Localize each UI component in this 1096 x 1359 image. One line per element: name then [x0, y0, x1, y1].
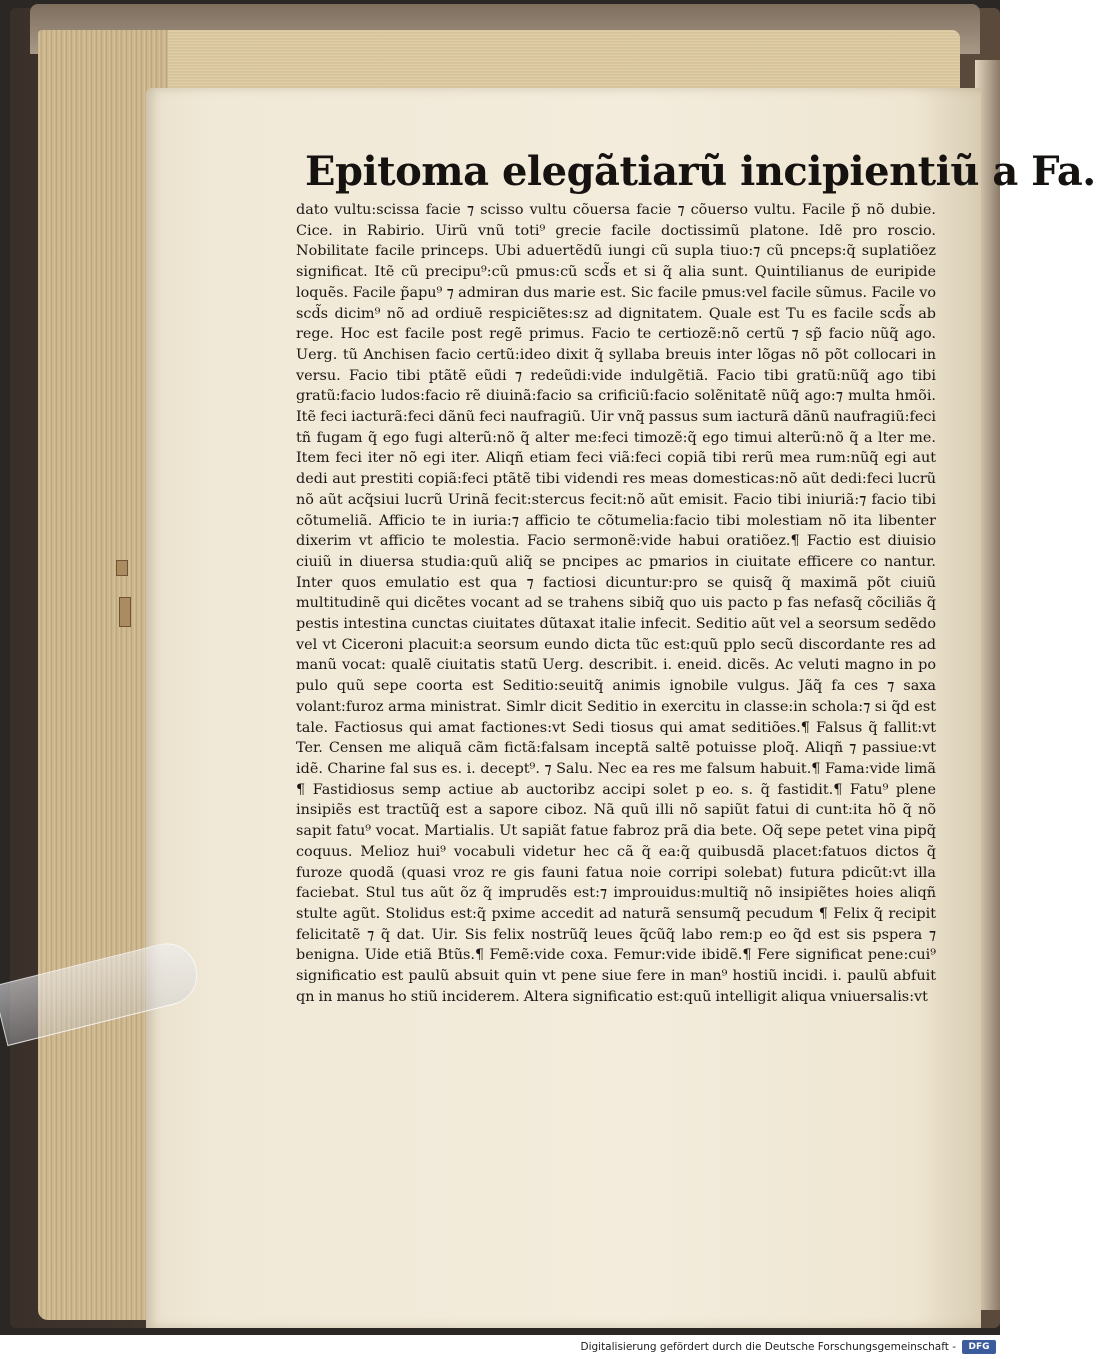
page-body-text: dato vultu:scissa facie ⁊ scisso vultu cõuersa facie ⁊ cõuerso vultu. Facile p̃ nõ dubie. Cice. in Rabirio. Uirũ vnũ toti⁹ grecie facile doctissimũ platone. Idẽ pro roscio. Nobilitate facile princeps. Ubi aduertẽdũ iungi cũ supla tiuo:⁊ cũ pnceps:q̃ suplatiõez significat. Itẽ cũ precipu⁹:cũ pmus:cũ scd̃s et si q̃ alia sunt. Quintilianus de euripide loquẽs. Facile p̃apu⁹ ⁊ admiran dus marie est. Sic facile pmus:vel facile sũmus. Facile vo scd̃s dicim⁹ nõ ad ordiuẽ respiciẽtes:sz ad dignitatem. Quale est Tu es facile scd̃s ab rege. Hoc est facile post regẽ primus. Facio te certiozẽ:nõ certũ ⁊ sp̃ facio nũq̃ ago. Uerg. tũ Anchisen facio certũ:ideo dixit q̃ syllaba breuis inter lõgas nõ põt collocari in versu. Facio tibi ptãtẽ eũdi ⁊ redeũdi:vide indulgẽtiã. Facio tibi gratũ:nũq̃ ago tibi gratũ:facio ludos:facio rẽ diuinã:facio sa crificiũ:facio solẽnitatẽ nũq̃ ago:⁊ multa hmõi. Itẽ feci iacturã:feci dãnũ feci naufragiũ. Uir vnq̃ passus sum iacturã dãnũ naufragiũ:feci tñ fugam q̃ ego fugi alterũ:nõ q̃ alter me:feci timozẽ:q̃ ego timui alterũ:nõ q̃ a lter me. Item feci iter nõ egi iter. Aliqñ etiam feci viã:feci copiã tibi rerũ mea rum:nũq̃ egi aut dedi aut prestiti copiã:feci ptãtẽ tibi videndi res meas domesticas:nõ aũt dedi:feci lucrũ nõ aũt acq̃siui lucrũ Urinã fecit:stercus fecit:nõ aũt emisit. Facio tibi iniuriã:⁊ facio tibi cõtumeliã. Afficio te in iuria:⁊ afficio te cõtumelia:facio tibi molestiam nõ ita libenter dixerim vt afficio te molestia. Facio sermonẽ:vide habui oratiõez.¶ Factio est diuisio ciuiũ in diuersa studia:quũ aliq̃ se pncipes ac pmarios in ciuitate efficere co nantur. Inter quos emulatio est qua ⁊ factiosi dicuntur:pro se quisq̃ q̃ maximã põt ciuiũ multitudinẽ qui dicẽtes vocant ad se trahens sibiq̃ quo uis pacto p fas nefasq̃ cõciliãs q̃ pestis intestina cunctas ciuitates dũtaxat italie infecit. Seditio aũt vel a seorsum sedẽdo vel vt Ciceroni placuit:a seorsum eundo dicta tũc est:quũ pplo secũ discordante res ad manũ vocat: qualẽ ciuitatis statũ Uerg. describit. i. eneid. dicẽs. Ac veluti magno in po pulo quũ sepe coorta est Seditio:seuitq̃ animis ignobile vulgus. Jãq̃ fa ces ⁊ saxa volant:furoz arma ministrat. Simlr dicit Seditio in exercitu in classe:in schola:⁊ si q̃d est tale. Factiosus qui amat factiones:vt Sedi tiosus qui amat seditiões.¶ Falsus q̃ fallit:vt Ter. Censen me aliquã cãm fictã:falsam inceptã saltẽ potuisse ploq̃. Aliqñ ⁊ passiue:vt idẽ. Charine fal sus es. i. decept⁹. ⁊ Salu. Nec ea res me falsum habuit.¶ Fama:vide limã ¶ Fastidiosus semp actiue ab auctoribz accipi solet p eo. s. q̃ fastidit.¶ Fatu⁹ plene insipiẽs est tractũq̃ est a sapore ciboz. Nã quũ illi nõ sapiũt fatui di cunt:ita hõ q̃ nõ sapit fatu⁹ vocat. Martialis. Ut sapiãt fatue fabroz prã dia bete. Oq̃ sepe petet vina pipq̃ coquus. Melioz hui⁹ vocabuli videtur hec cã q̃ ea:q̃ quibusdã placet:fatuos dictos q̃ furoze quodã (quasi vroz re gis fauni fatua noie corripi solebat) futura pdicũt:vt illa faciebat. Stul tus aũt õz q̃ imprudẽs est:⁊ improuidus:multiq̃ nõ insipiẽtes hoies aliqñ stulte agũt. Stolidus est:q̃ pxime accedit ad naturã sensumq̃ pecudum ¶ Felix q̃ recipit felicitatẽ ⁊ q̃ dat. Uir. Sis felix nostrũq̃ leues q̃cũq̃ labo rem:p eo q̃d est sis pspera ⁊ benigna. Uide etiã Btũs.¶ Femẽ:vide coxa. Femur:vide ibidẽ.¶ Fere significat pene:cui⁹ significatio est paulũ absuit quin vt pene siue fere in man⁹ hostiũ incidi. i. paulũ abfuit qn in manus ho stiũ inciderem. Altera significatio est:quũ intelligit aliqua vniuersalis:vt — [296, 202, 936, 1005]
page-tab-marker — [116, 560, 128, 576]
funding-credit: Digitalisierung gefördert durch die Deutsche Forschungsgemeinschaft - — [580, 1341, 956, 1353]
footer-bar — [0, 1335, 1000, 1359]
page-heading: Epitoma elegãtiarũ incipientiũ a Fa. — [305, 148, 1096, 195]
dfg-logo: DFG — [962, 1340, 996, 1354]
page-tab-marker — [119, 597, 131, 627]
